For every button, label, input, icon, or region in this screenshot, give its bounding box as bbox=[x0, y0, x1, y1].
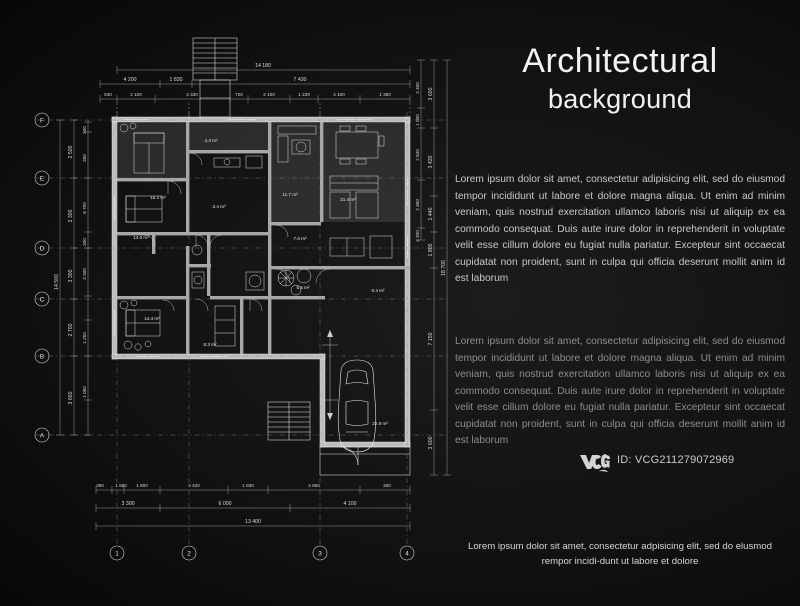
dim-right-inner-5: 2 400 bbox=[415, 230, 420, 242]
body-paragraph-2: Lorem ipsum dolor sit amet, consectetur adipisicing elit, sed do eiusmod tempor incididunt ut labore et dolore magna aliqua. Ut enim ad minim veniam, quis nostrud exercitation ullamco laboris nisi ut aliquip ex ea commodo consequat. Duis aute irure dolor in reprehenderit in voluptate velit esse cillum dolore eu fugiat nulla pariatur. Excepteur sint occaecat cupidatat non proident, sunt in culpa qui officia deserunt mollit anim id est laborum bbox=[455, 336, 785, 447]
grid-label-d: D bbox=[39, 245, 45, 253]
dim-bottom-mid-2: 6 000 bbox=[218, 501, 232, 507]
grid-label-e: E bbox=[39, 175, 45, 183]
page-title: Architectural bbox=[522, 42, 718, 80]
dim-left-mid-1: 2 500 bbox=[68, 145, 74, 159]
dim-left-inner-1: 300 bbox=[82, 126, 87, 134]
dim-top-inner-4: 720 bbox=[235, 92, 243, 97]
dim-top-inner-8: 1 380 bbox=[379, 92, 391, 97]
dim-left-mid-4: 2 700 bbox=[68, 323, 74, 337]
dim-bottom-mid-3: 4 100 bbox=[343, 501, 357, 507]
room-area-7: 7.6 m² bbox=[293, 236, 307, 241]
dim-bottom-mid-1: 3 300 bbox=[121, 501, 135, 507]
room-area-8: 5.5 m² bbox=[296, 285, 310, 290]
room-area-2: 15.1 m² bbox=[150, 195, 166, 200]
dim-right-mid-1: 3 600 bbox=[428, 87, 434, 101]
dim-top-outer-1: 14 180 bbox=[255, 63, 271, 69]
dim-right-inner-3: 2 640 bbox=[415, 149, 420, 161]
dim-top-inner-1: 930 bbox=[104, 92, 112, 97]
dim-left-inner-2: 300 bbox=[82, 154, 87, 162]
dim-top-mid-1: 4 200 bbox=[123, 77, 137, 83]
dim-bottom-inner-2: 1 690 bbox=[115, 483, 127, 488]
body-paragraph-1: Lorem ipsum dolor sit amet, consectetur adipisicing elit, sed do eiusmod tempor incididunt ut labore et dolore magna aliqua. Ut enim ad minim veniam, quis nostrud exercitation ullamco laboris nisi ut aliquip ex ea commodo consequat. Duis aute irure dolor in reprehenderit in voluptate velit esse cillum dolore eu fugiat nulla pariatur. Excepteur sint occaecat cupidatat non proident, sunt in culpa qui officia deserunt mollit anim id est laborum bbox=[455, 174, 785, 285]
dim-left-inner-7: 1 060 bbox=[82, 386, 87, 398]
dim-left-inner-4: 300 bbox=[82, 238, 87, 246]
dim-left-inner-5: 3 300 bbox=[82, 268, 87, 280]
page-subtitle: background bbox=[547, 83, 693, 114]
dim-top-mid-2: 1 830 bbox=[169, 77, 183, 83]
dim-right-outer-1: 18 700 bbox=[441, 260, 447, 276]
dim-right-inner-1: 2 400 bbox=[415, 82, 420, 94]
room-area-6: 14.0 m² bbox=[133, 235, 149, 240]
dim-right-mid-6: 3 600 bbox=[428, 436, 434, 450]
room-area-9: 0.4 m² bbox=[371, 288, 385, 293]
dim-bottom-outer-1: 13 400 bbox=[245, 519, 261, 525]
grid-label-f: F bbox=[40, 117, 44, 125]
dim-bottom-inner-7: 300 bbox=[383, 483, 391, 488]
dim-top-inner-5: 2 100 bbox=[263, 92, 275, 97]
dim-top-inner-2: 2 100 bbox=[130, 92, 142, 97]
room-area-1: 4.4 m² bbox=[204, 138, 218, 143]
dim-left-inner-6: 1 250 bbox=[82, 332, 87, 344]
dim-left-mid-3: 3 300 bbox=[68, 269, 74, 283]
title-block bbox=[455, 44, 785, 115]
dim-left-inner-3: 6 700 bbox=[82, 202, 87, 214]
watermark bbox=[577, 443, 734, 477]
room-area-11: 8.3 m² bbox=[203, 342, 217, 347]
dim-right-mid-2: 3 420 bbox=[428, 155, 434, 169]
dim-bottom-inner-1: 390 bbox=[96, 483, 104, 488]
room-area-12: 22.9 m² bbox=[372, 421, 388, 426]
dim-top-mid-3: 7 430 bbox=[293, 77, 307, 83]
dim-bottom-inner-3: 1 800 bbox=[136, 483, 148, 488]
grid-label-3: 3 bbox=[318, 550, 322, 558]
room-area-4: 11.7 m² bbox=[282, 192, 298, 197]
room-area-5: 21.4 m² bbox=[340, 197, 356, 202]
grid-label-1: 1 bbox=[115, 550, 119, 558]
dim-right-mid-4: 1 800 bbox=[428, 243, 434, 257]
watermark-id: ID: VCG211279072969 bbox=[617, 454, 735, 466]
footer-text: Lorem ipsum dolor sit amet, consectetur adpisicing elit, sed do elusmod rempor incidi-dunt ut labore et dolore bbox=[468, 541, 772, 567]
room-area-10: 14.4 m² bbox=[144, 316, 160, 321]
grid-label-c: C bbox=[39, 296, 45, 304]
dim-left-mid-2: 3 300 bbox=[68, 209, 74, 223]
grid-label-2: 2 bbox=[187, 550, 191, 558]
dim-top-inner-7: 2 100 bbox=[333, 92, 345, 97]
dim-left-outer-1: 14 500 bbox=[54, 274, 60, 290]
dim-right-inner-4: 2 460 bbox=[415, 199, 420, 211]
vcg-logo-icon bbox=[577, 443, 611, 477]
grid-label-b: B bbox=[39, 353, 45, 361]
dim-right-mid-5: 7 150 bbox=[428, 332, 434, 346]
dim-top-inner-3: 4 330 bbox=[186, 92, 198, 97]
dim-bottom-inner-5: 1 830 bbox=[242, 483, 254, 488]
room-area-3: 3.4 m² bbox=[212, 204, 226, 209]
dim-top-inner-6: 1 239 bbox=[298, 92, 310, 97]
grid-label-a: A bbox=[39, 432, 45, 440]
dim-bottom-inner-6: 4 660 bbox=[308, 483, 320, 488]
dim-bottom-inner-4: 4 420 bbox=[188, 483, 200, 488]
grid-label-4: 4 bbox=[405, 550, 409, 558]
dim-right-inner-2: 1 000 bbox=[415, 114, 420, 126]
dim-right-mid-3: 1 440 bbox=[428, 207, 434, 221]
dim-left-mid-5: 3 660 bbox=[68, 391, 74, 405]
